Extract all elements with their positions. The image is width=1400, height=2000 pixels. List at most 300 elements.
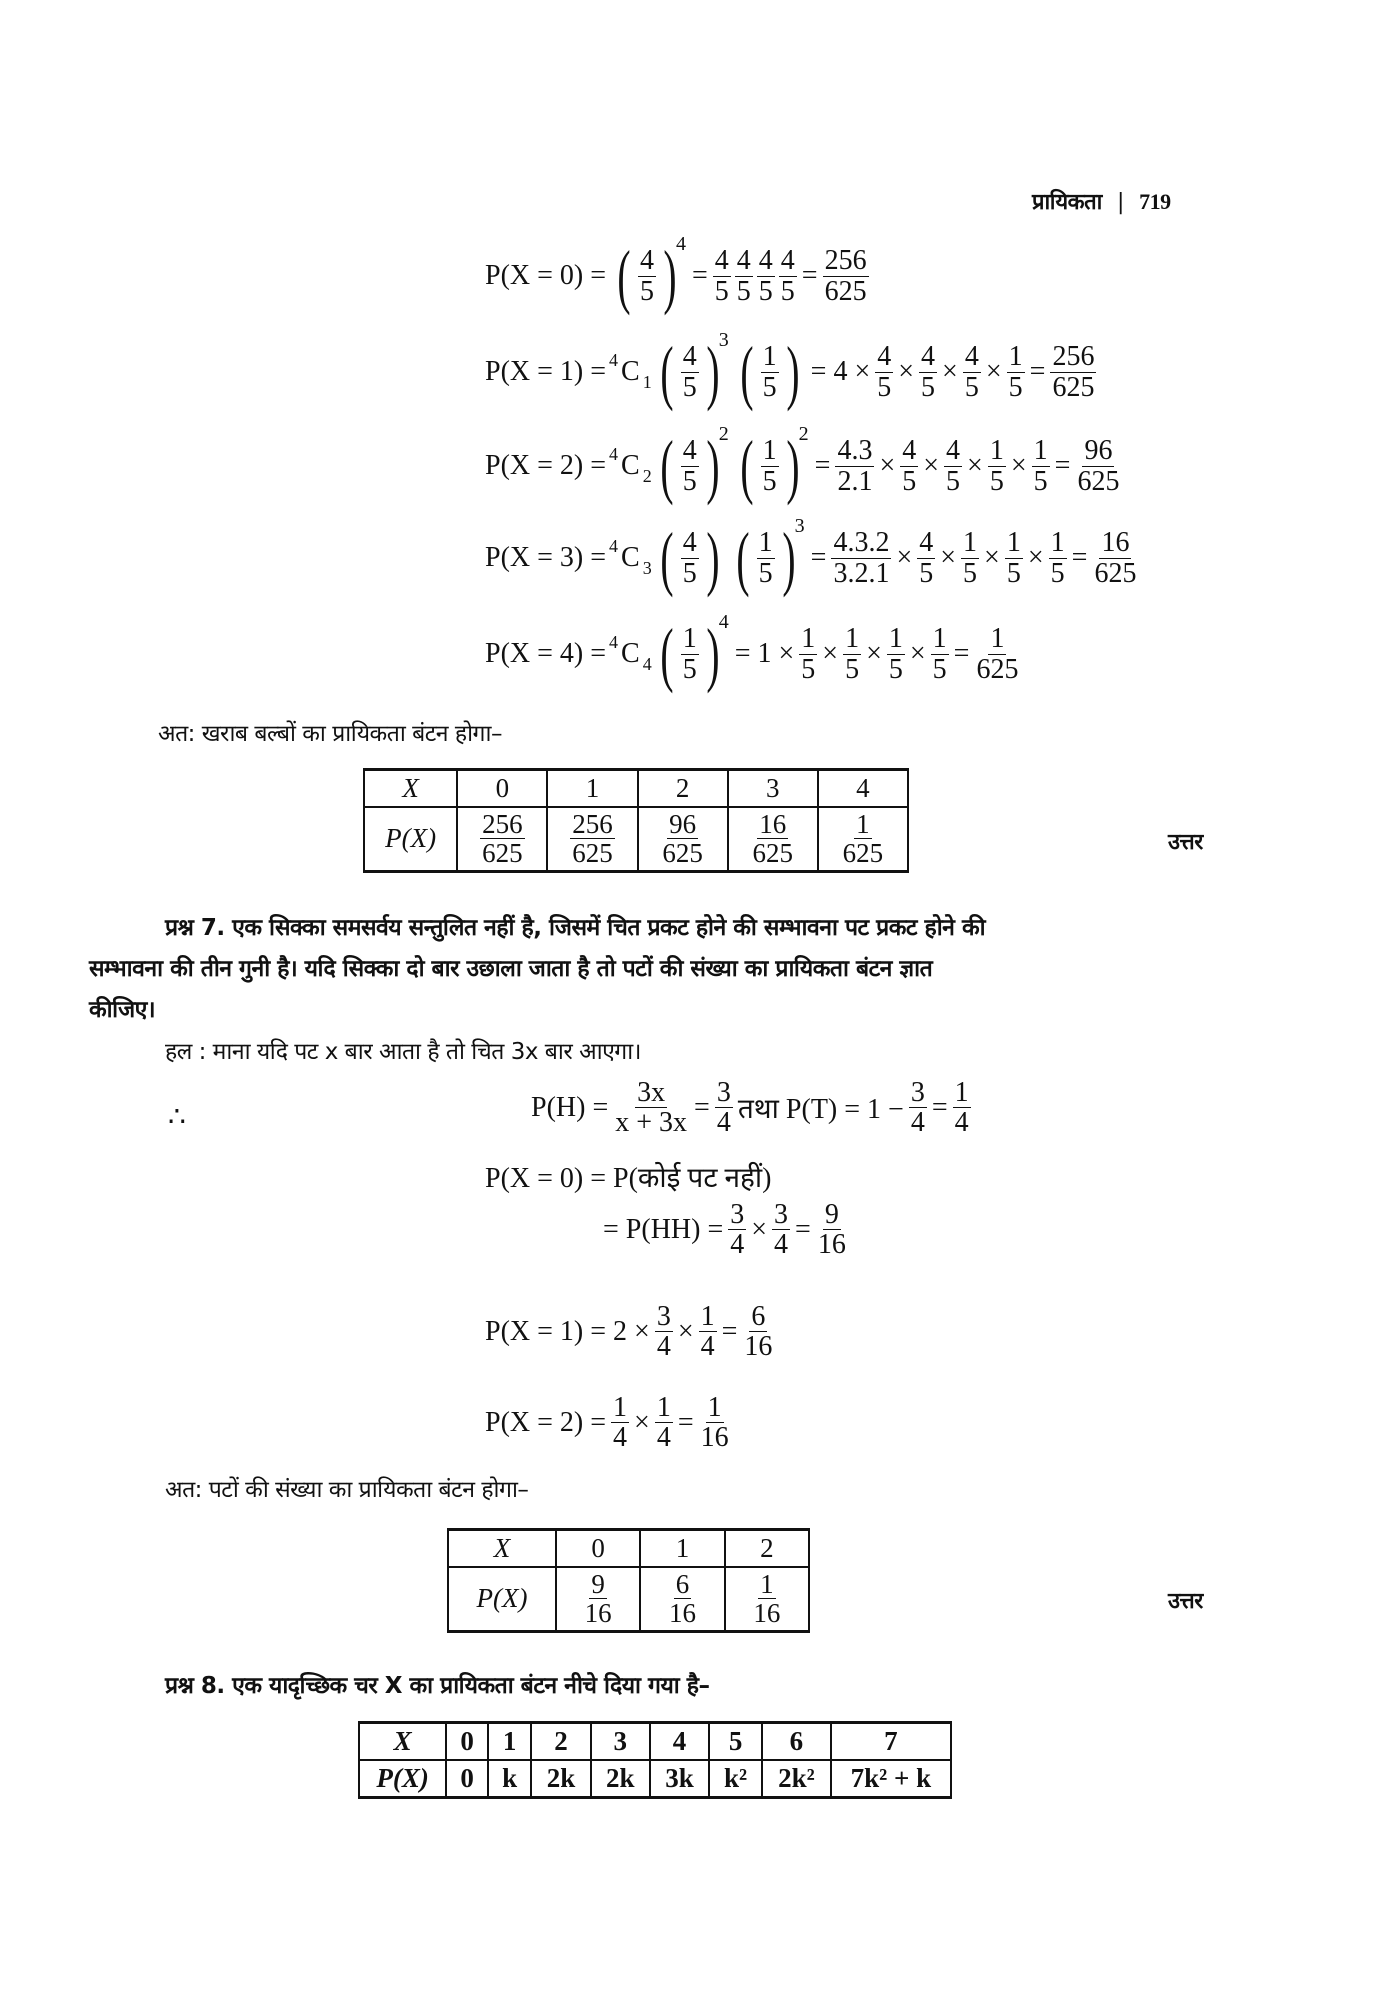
math-text: P(X = 1) = 2 × bbox=[485, 1315, 650, 1347]
fraction-denominator: x + 3x bbox=[615, 1107, 688, 1139]
equation-ph-pt bbox=[528, 1078, 973, 1138]
table-cell-px: k² bbox=[709, 1760, 762, 1798]
table-cell-px bbox=[728, 807, 818, 871]
parenthesized-fraction bbox=[735, 332, 805, 412]
fraction-denominator: 625 bbox=[572, 838, 613, 869]
math-text: = bbox=[801, 260, 818, 291]
table-cell-x: 2 bbox=[638, 770, 728, 808]
table-cell-px: 7k² + k bbox=[831, 1760, 951, 1798]
table-cell-x: 0 bbox=[446, 1723, 488, 1761]
fraction-numerator: 256 bbox=[572, 809, 613, 839]
left-paren: ( bbox=[617, 236, 631, 316]
table-cell-px: k bbox=[488, 1760, 531, 1798]
left-paren: ( bbox=[740, 426, 754, 506]
math-text: × bbox=[879, 450, 896, 481]
fraction bbox=[583, 1570, 614, 1628]
bulbs-distribution-intro: अत: खराब बल्बों का प्रायिकता बंटन होगा– bbox=[158, 721, 502, 747]
fraction bbox=[875, 342, 893, 402]
table-row-x bbox=[364, 770, 908, 808]
table-row-px bbox=[364, 807, 908, 871]
math-text: × bbox=[1027, 542, 1044, 573]
table-cell-x: 1 bbox=[488, 1723, 531, 1761]
fraction-denominator: 4 bbox=[700, 1331, 715, 1363]
fraction-denominator: 5 bbox=[1050, 557, 1065, 589]
math-text: = bbox=[1029, 356, 1046, 387]
fraction-numerator: 1 bbox=[954, 1077, 969, 1108]
math-text: × bbox=[634, 1406, 650, 1438]
table-cell-px bbox=[547, 807, 637, 871]
table-cell-px: 2k² bbox=[762, 1760, 831, 1798]
parenthesized-fraction bbox=[735, 422, 809, 506]
fraction bbox=[900, 436, 918, 496]
section-title: प्रायिकता bbox=[1032, 190, 1102, 215]
row-header-px: P(X) bbox=[359, 1760, 446, 1798]
fraction-numerator: 1 bbox=[1008, 341, 1023, 373]
row-header-x: X bbox=[359, 1723, 446, 1761]
math-text: P(X = 0) = P(कोई पट नहीं) bbox=[485, 1163, 772, 1194]
fraction-numerator: 1 bbox=[856, 809, 870, 839]
header-separator: | bbox=[1116, 190, 1124, 215]
fraction-numerator: 1 bbox=[707, 1392, 722, 1423]
right-paren: ) bbox=[786, 426, 800, 506]
fraction-numerator: 3 bbox=[774, 1199, 789, 1230]
table-cell-px bbox=[818, 807, 908, 871]
math-text: = P(HH) = bbox=[603, 1213, 724, 1245]
fraction-denominator: 5 bbox=[888, 653, 903, 685]
table-cell-x: 3 bbox=[591, 1723, 650, 1761]
answer-label-1: उत्तर bbox=[1168, 830, 1203, 855]
question-7-line-2: सम्भावना की तीन गुनी है। यदि सिक्का दो बार उछाला जाता है तो पटों की संख्या का प्रायिकता बंटन ज्ञात bbox=[89, 956, 933, 982]
fraction-numerator: 4 bbox=[640, 245, 655, 277]
fraction bbox=[988, 436, 1006, 496]
row-header-px: P(X) bbox=[448, 1567, 556, 1631]
fraction-numerator: 1 bbox=[1033, 435, 1048, 467]
fraction-denominator: 5 bbox=[758, 557, 773, 589]
fraction bbox=[655, 1393, 673, 1453]
math-text: × bbox=[822, 638, 839, 669]
fraction bbox=[742, 1302, 774, 1362]
math-text: = bbox=[953, 638, 970, 669]
fraction-denominator: 5 bbox=[877, 371, 892, 403]
math-text: = bbox=[931, 1091, 948, 1123]
math-text: P(X = 2) = bbox=[485, 450, 607, 481]
math-text: × bbox=[909, 638, 926, 669]
fraction-denominator: 625 bbox=[976, 653, 1019, 685]
fraction-denominator: 5 bbox=[964, 371, 979, 403]
fraction bbox=[761, 436, 779, 496]
fraction bbox=[660, 810, 705, 868]
fraction-denominator: 5 bbox=[640, 275, 655, 307]
fraction-denominator: 625 bbox=[1094, 557, 1137, 589]
superscript: 4 bbox=[609, 443, 619, 464]
math-text: = bbox=[692, 260, 708, 291]
math-text: × bbox=[940, 542, 957, 573]
table-row-x bbox=[359, 1723, 951, 1761]
fraction-numerator: 1 bbox=[700, 1301, 715, 1332]
exponent: 4 bbox=[718, 610, 729, 633]
fraction bbox=[757, 528, 775, 588]
fraction-denominator: 5 bbox=[758, 275, 773, 307]
fraction-numerator: 1 bbox=[990, 623, 1005, 655]
fraction-denominator: 5 bbox=[1033, 465, 1048, 497]
fraction bbox=[728, 1200, 746, 1260]
fraction-denominator: 625 bbox=[482, 838, 523, 869]
fraction bbox=[974, 624, 1020, 684]
math-text: × bbox=[923, 450, 940, 481]
parenthesized-fraction bbox=[612, 232, 686, 316]
fraction bbox=[843, 624, 861, 684]
fraction bbox=[816, 1200, 848, 1260]
fraction-numerator: 1 bbox=[758, 527, 773, 559]
fraction-denominator: 5 bbox=[1006, 557, 1021, 589]
equation-coin-phh bbox=[600, 1200, 850, 1260]
fraction-denominator: 5 bbox=[845, 653, 860, 685]
fraction-numerator: 1 bbox=[989, 435, 1004, 467]
fraction bbox=[681, 624, 699, 684]
table-cell-px: 2k bbox=[531, 1760, 590, 1798]
coin-distribution-intro: अत: पटों की संख्या का प्रायिकता बंटन होगा– bbox=[165, 1477, 529, 1503]
fraction-denominator: 5 bbox=[762, 371, 777, 403]
fraction-numerator: 1 bbox=[613, 1392, 628, 1423]
fraction-numerator: 256 bbox=[824, 245, 867, 277]
fraction-denominator: 5 bbox=[682, 653, 697, 685]
math-text: = 4 × bbox=[810, 356, 871, 387]
fraction-numerator: 1 bbox=[888, 623, 903, 655]
fraction bbox=[681, 528, 699, 588]
equation-coin-px0 bbox=[482, 1158, 774, 1196]
exponent: 4 bbox=[676, 232, 686, 255]
running-header bbox=[1032, 186, 1171, 216]
math-text: = bbox=[694, 1091, 710, 1123]
therefore-symbol: ∴ bbox=[168, 1102, 186, 1133]
fraction-denominator: 625 bbox=[662, 838, 703, 869]
math-text: = bbox=[1071, 542, 1088, 573]
right-paren: ) bbox=[706, 614, 720, 694]
math-text: P(H) = bbox=[531, 1091, 609, 1123]
fraction-numerator: 9 bbox=[591, 1569, 605, 1599]
table-cell-px: 3k bbox=[650, 1760, 709, 1798]
fraction bbox=[931, 624, 949, 684]
math-text: × bbox=[751, 1213, 768, 1245]
fraction-denominator: 4 bbox=[656, 1331, 671, 1363]
fraction bbox=[772, 1200, 790, 1260]
math-text: × bbox=[984, 542, 1000, 573]
parenthesized-fraction bbox=[655, 328, 729, 412]
fraction-denominator: 5 bbox=[762, 465, 777, 497]
question-8: प्रश्न 8. एक यादृच्छिक चर X का प्रायिकता बंटन नीचे दिया गया है– bbox=[165, 1673, 710, 1699]
fraction-numerator: 1 bbox=[1050, 527, 1065, 559]
table-row-x bbox=[448, 1530, 809, 1568]
fraction bbox=[750, 810, 795, 868]
table-cell-x: 1 bbox=[640, 1530, 724, 1568]
right-paren: ) bbox=[706, 518, 720, 598]
math-text: × bbox=[985, 356, 1002, 387]
fraction-numerator: 6 bbox=[675, 1569, 690, 1599]
fraction-denominator: 5 bbox=[919, 557, 934, 589]
question-7-line-1: प्रश्न 7. एक सिक्का समसर्वय सन्तुलित नहीं है, जिसमें चित प्रकट होने की सम्भावना पट प्रकट होने की bbox=[165, 915, 986, 941]
fraction bbox=[835, 436, 874, 496]
subscript: 1 bbox=[642, 371, 652, 392]
right-paren: ) bbox=[706, 332, 720, 412]
fraction-numerator: 4 bbox=[946, 435, 961, 467]
fraction bbox=[953, 1078, 971, 1138]
math-text: × bbox=[866, 638, 882, 669]
fraction bbox=[613, 1078, 689, 1138]
fraction-denominator: 5 bbox=[682, 371, 697, 403]
fraction-denominator: 625 bbox=[824, 275, 867, 307]
page-number: 719 bbox=[1139, 189, 1171, 214]
fraction bbox=[655, 1302, 673, 1362]
fraction-denominator: 5 bbox=[921, 371, 936, 403]
fraction-numerator: 3x bbox=[637, 1077, 666, 1108]
table-cell-x: 7 bbox=[831, 1723, 951, 1761]
fraction-denominator: 625 bbox=[842, 838, 884, 869]
fraction-numerator: 1 bbox=[963, 527, 978, 559]
fraction-numerator: 1 bbox=[932, 623, 947, 655]
right-paren: ) bbox=[782, 518, 796, 598]
fraction bbox=[1005, 528, 1023, 588]
fraction bbox=[799, 624, 817, 684]
fraction bbox=[761, 342, 779, 402]
fraction-numerator: 3 bbox=[910, 1077, 925, 1108]
fraction-numerator: 4 bbox=[682, 527, 697, 559]
fraction-denominator: 5 bbox=[902, 465, 917, 497]
fraction-numerator: 16 bbox=[1101, 527, 1130, 559]
superscript: 4 bbox=[609, 349, 619, 370]
left-paren: ( bbox=[660, 332, 674, 412]
fraction bbox=[713, 246, 731, 306]
subscript: 2 bbox=[642, 465, 652, 486]
right-paren: ) bbox=[706, 426, 720, 506]
math-text: × bbox=[1010, 450, 1027, 481]
fraction-denominator: 5 bbox=[780, 275, 795, 307]
row-header-x: X bbox=[448, 1530, 556, 1568]
fraction bbox=[1032, 436, 1050, 496]
fraction-numerator: 1 bbox=[682, 623, 697, 655]
fraction-denominator: 5 bbox=[714, 275, 729, 307]
math-text: P(X = 3) = bbox=[485, 542, 607, 573]
fraction bbox=[638, 246, 656, 306]
math-text: P(X = 4) = bbox=[485, 638, 607, 669]
left-paren: ( bbox=[740, 332, 754, 412]
answer-label-2: उत्तर bbox=[1168, 1589, 1203, 1614]
table-cell-x: 4 bbox=[818, 770, 908, 808]
table-row-px bbox=[448, 1567, 809, 1631]
fraction-denominator: 4 bbox=[774, 1229, 789, 1261]
random-variable-table bbox=[358, 1721, 952, 1799]
fraction bbox=[611, 1393, 629, 1453]
table-cell-px: 0 bbox=[446, 1760, 488, 1798]
fraction-numerator: 4.3.2 bbox=[833, 527, 890, 559]
fraction bbox=[823, 246, 869, 306]
fraction-numerator: 1 bbox=[656, 1392, 671, 1423]
equation-px0 bbox=[482, 232, 871, 316]
fraction-denominator: 16 bbox=[668, 1598, 696, 1629]
fraction bbox=[841, 810, 886, 868]
parenthesized-fraction bbox=[655, 518, 725, 598]
fraction bbox=[944, 436, 962, 496]
fraction-numerator: 3 bbox=[716, 1077, 731, 1108]
parenthesized-fraction bbox=[655, 422, 729, 506]
fraction-numerator: 4 bbox=[921, 341, 936, 373]
fraction-numerator: 4.3 bbox=[837, 435, 873, 467]
fraction bbox=[1075, 436, 1121, 496]
fraction-numerator: 4 bbox=[919, 527, 934, 559]
left-paren: ( bbox=[660, 518, 674, 598]
fraction-denominator: 16 bbox=[744, 1331, 773, 1363]
fraction bbox=[779, 246, 797, 306]
exponent: 3 bbox=[718, 328, 729, 351]
fraction-numerator: 4 bbox=[758, 245, 773, 277]
fraction-denominator: 4 bbox=[954, 1107, 969, 1139]
fraction-denominator: 5 bbox=[989, 465, 1004, 497]
superscript: 4 bbox=[609, 631, 619, 652]
row-header-px: P(X) bbox=[364, 807, 457, 871]
math-text: = bbox=[795, 1213, 811, 1245]
right-paren: ) bbox=[786, 332, 800, 412]
fraction-denominator: 5 bbox=[1008, 371, 1023, 403]
table-cell-px bbox=[457, 807, 547, 871]
fraction bbox=[1007, 342, 1025, 402]
fraction bbox=[681, 342, 699, 402]
fraction-denominator: 5 bbox=[946, 465, 961, 497]
fraction-denominator: 5 bbox=[682, 557, 697, 589]
fraction bbox=[699, 1302, 717, 1362]
fraction bbox=[831, 528, 891, 588]
fraction bbox=[757, 246, 775, 306]
solution-intro: हल : माना यदि पट x बार आता है तो चित 3x बार आएगा। bbox=[165, 1039, 641, 1065]
math-text: × bbox=[942, 356, 958, 387]
fraction bbox=[715, 1078, 733, 1138]
table-cell-x: 5 bbox=[709, 1723, 762, 1761]
fraction-numerator: 96 bbox=[1084, 435, 1113, 467]
math-text: P(X = 0) = bbox=[485, 260, 607, 291]
fraction-numerator: 3 bbox=[730, 1199, 745, 1230]
left-paren: ( bbox=[660, 614, 674, 694]
left-paren: ( bbox=[660, 426, 674, 506]
fraction bbox=[961, 528, 979, 588]
math-text: C bbox=[621, 638, 640, 669]
fraction bbox=[963, 342, 981, 402]
fraction bbox=[699, 1393, 731, 1453]
fraction-numerator: 4 bbox=[682, 435, 697, 467]
fraction-numerator: 96 bbox=[669, 809, 697, 839]
math-text: P(X = 2) = bbox=[485, 1406, 607, 1438]
math-text: = bbox=[1054, 450, 1071, 481]
equation-px4 bbox=[482, 610, 1022, 694]
math-text: तथा P(T) = 1 − bbox=[737, 1093, 904, 1125]
fraction-numerator: 3 bbox=[656, 1301, 671, 1332]
math-text: C bbox=[621, 450, 640, 481]
fraction-denominator: 4 bbox=[730, 1229, 745, 1261]
coin-distribution-table bbox=[447, 1528, 810, 1633]
fraction-denominator: 16 bbox=[817, 1229, 846, 1261]
fraction-numerator: 4 bbox=[902, 435, 917, 467]
table-cell-x: 0 bbox=[457, 770, 547, 808]
fraction-numerator: 4 bbox=[964, 341, 979, 373]
right-paren: ) bbox=[663, 236, 677, 316]
fraction-numerator: 1 bbox=[760, 1569, 774, 1599]
fraction bbox=[480, 810, 525, 868]
math-text: C bbox=[621, 542, 640, 573]
fraction-denominator: 4 bbox=[910, 1107, 925, 1139]
fraction bbox=[751, 1570, 782, 1628]
fraction bbox=[909, 1078, 927, 1138]
fraction-denominator: 5 bbox=[801, 653, 816, 685]
table-cell-px: 2k bbox=[591, 1760, 650, 1798]
fraction bbox=[917, 528, 935, 588]
fraction-numerator: 1 bbox=[801, 623, 816, 655]
parenthesized-fraction bbox=[655, 610, 729, 694]
table-cell-px bbox=[638, 807, 728, 871]
equation-px3 bbox=[482, 514, 1140, 598]
subscript: 4 bbox=[642, 653, 652, 674]
fraction-numerator: 16 bbox=[759, 809, 787, 839]
fraction-denominator: 2.1 bbox=[837, 465, 873, 497]
fraction-denominator: 16 bbox=[584, 1598, 612, 1629]
fraction-denominator: 4 bbox=[613, 1422, 628, 1454]
fraction bbox=[919, 342, 937, 402]
bulbs-distribution-table bbox=[363, 768, 909, 873]
fraction-denominator: 625 bbox=[1077, 465, 1120, 497]
fraction-denominator: 5 bbox=[736, 275, 751, 307]
table-cell-x: 4 bbox=[650, 1723, 709, 1761]
fraction bbox=[570, 810, 615, 868]
equation-coin-px1 bbox=[482, 1302, 776, 1362]
math-text: = bbox=[677, 1406, 694, 1438]
math-text: = 1 × bbox=[734, 638, 795, 669]
fraction-numerator: 4 bbox=[780, 245, 795, 277]
question-7-line-3: कीजिए। bbox=[89, 997, 156, 1023]
superscript: 4 bbox=[609, 535, 619, 556]
exponent: 3 bbox=[794, 514, 805, 537]
table-cell-x: 6 bbox=[762, 1723, 831, 1761]
fraction-denominator: 16 bbox=[753, 1598, 781, 1629]
fraction-numerator: 6 bbox=[751, 1301, 766, 1332]
fraction-denominator: 5 bbox=[932, 653, 947, 685]
fraction-numerator: 9 bbox=[824, 1199, 839, 1230]
fraction-denominator: 625 bbox=[1052, 371, 1095, 403]
fraction-numerator: 4 bbox=[736, 245, 751, 277]
fraction bbox=[887, 624, 905, 684]
row-header-x: X bbox=[364, 770, 457, 808]
fraction-numerator: 1 bbox=[845, 623, 860, 655]
fraction-numerator: 1 bbox=[762, 435, 777, 467]
exponent: 2 bbox=[798, 422, 809, 445]
math-text: P(X = 1) = bbox=[485, 356, 607, 387]
parenthesized-fraction bbox=[731, 514, 805, 598]
equation-coin-px2 bbox=[482, 1393, 733, 1453]
math-text: × bbox=[898, 356, 915, 387]
fraction-numerator: 4 bbox=[714, 245, 729, 277]
fraction-numerator: 1 bbox=[762, 341, 777, 373]
fraction-denominator: 5 bbox=[682, 465, 697, 497]
table-cell-x: 0 bbox=[556, 1530, 640, 1568]
exponent: 2 bbox=[718, 422, 729, 445]
left-paren: ( bbox=[736, 518, 750, 598]
table-cell-x: 3 bbox=[728, 770, 818, 808]
fraction-denominator: 5 bbox=[963, 557, 978, 589]
math-text: × bbox=[896, 542, 913, 573]
fraction-denominator: 16 bbox=[700, 1422, 729, 1454]
subscript: 3 bbox=[642, 557, 652, 578]
math-text: = bbox=[814, 450, 831, 481]
fraction-numerator: 1 bbox=[1006, 527, 1021, 559]
fraction bbox=[1092, 528, 1138, 588]
equation-px1 bbox=[482, 328, 1098, 412]
fraction bbox=[667, 1570, 698, 1628]
fraction-numerator: 4 bbox=[682, 341, 697, 373]
